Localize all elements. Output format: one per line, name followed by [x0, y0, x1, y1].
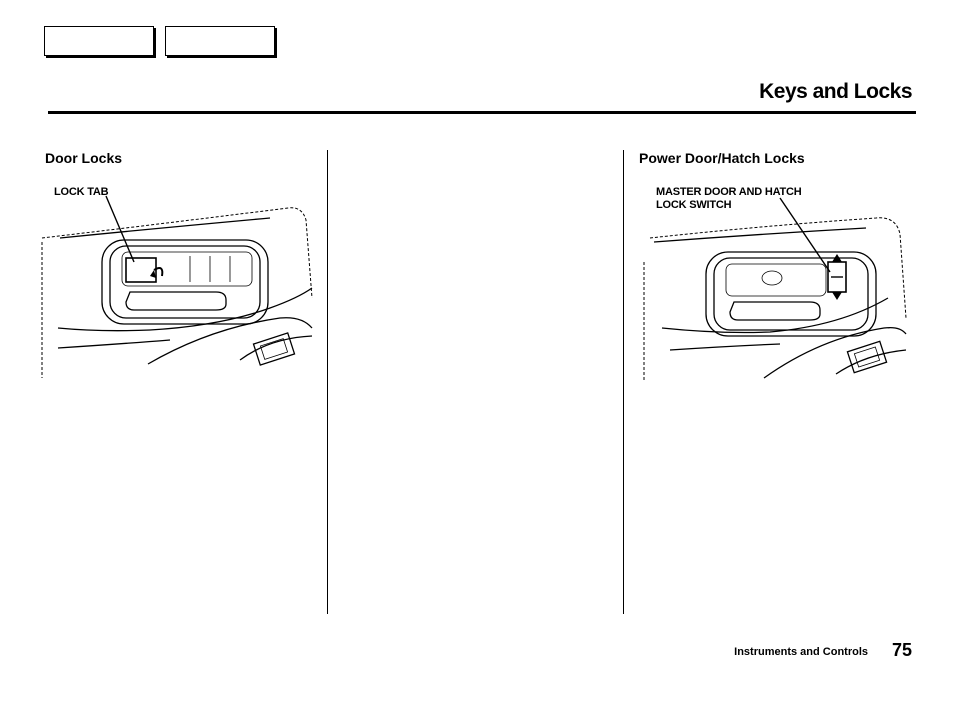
door-locks-heading: Door Locks — [45, 150, 123, 166]
column-divider — [623, 150, 624, 614]
footer-section-title: Instruments and Controls — [734, 646, 868, 658]
master-lock-switch-callout: MASTER DOOR AND HATCH LOCK SWITCH — [656, 186, 802, 211]
power-door-hatch-locks-heading: Power Door/Hatch Locks — [639, 150, 805, 166]
lock-tab-callout: LOCK TAB — [54, 186, 109, 198]
column-divider — [327, 150, 328, 614]
title-divider — [48, 111, 916, 114]
door-lock-tab-illustration — [40, 178, 316, 380]
nav-tab-previous[interactable] — [44, 26, 154, 56]
page-title: Keys and Locks — [759, 80, 912, 103]
nav-tab-next[interactable] — [165, 26, 275, 56]
page-number: 75 — [891, 640, 912, 660]
